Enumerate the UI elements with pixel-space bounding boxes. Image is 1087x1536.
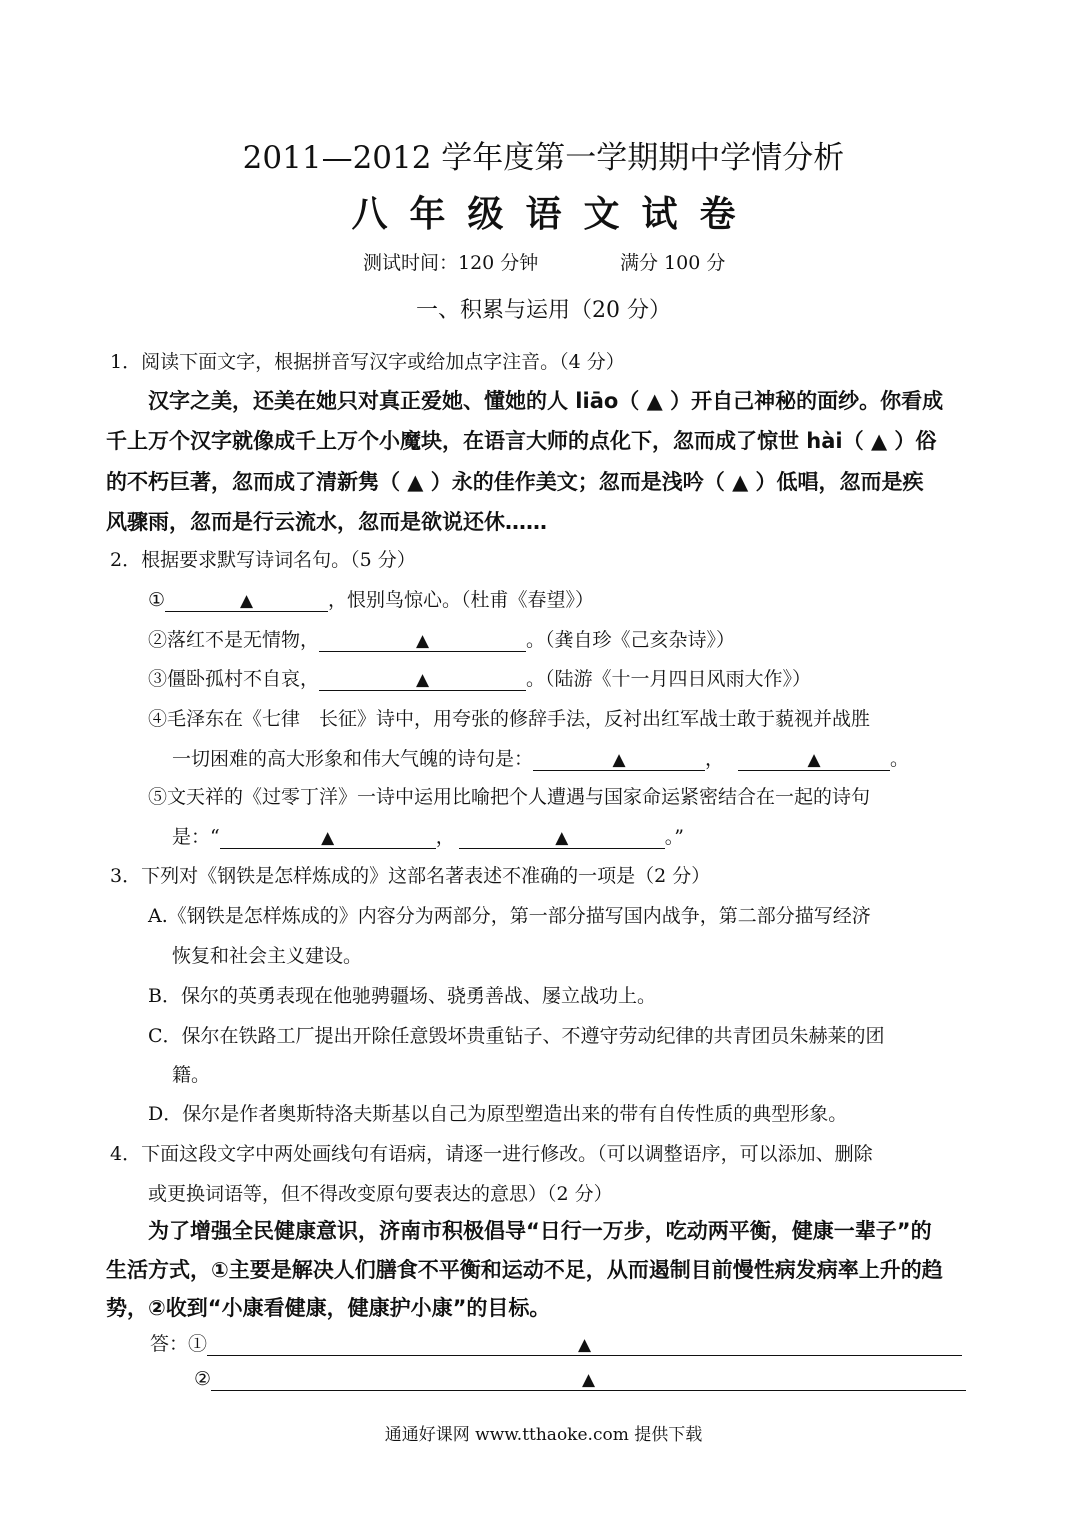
q1-passage-line-1: 汉字之美，还美在她只对真正爱她、懂她的人 liāo（ ▲ ）开自己神秘的面纱。你看成 <box>148 389 944 413</box>
q4-answer-1-line[interactable] <box>207 1333 962 1356</box>
q4-answer-2-line[interactable] <box>211 1368 966 1391</box>
answer-marker: ▲ <box>555 828 569 848</box>
q4-passage-line-1: 为了增强全民健康意识，济南市积极倡导“日行一万步，吃动两平衡，健康一辈子”的 <box>148 1219 932 1243</box>
answer-marker: ▲ <box>807 750 821 770</box>
q2-item-1 <box>148 585 594 612</box>
q1-stem: 1．阅读下面文字，根据拼音写汉字或给加点字注音。（4 分） <box>110 351 625 373</box>
q4-answer-2 <box>194 1368 966 1391</box>
exam-score: 满分 100 分 <box>620 252 726 274</box>
q2-item-4-line-2 <box>172 744 909 771</box>
exam-time: 测试时间：120 分钟 <box>363 252 539 274</box>
q1-passage-line-3: 的不朽巨著，忽而成了清新隽（ ▲ ）永的佳作美文；忽而是浅吟（ ▲ ）低唱，忽而是疾 <box>106 470 924 494</box>
q3-option-a-line-2: 恢复和社会主义建设。 <box>172 945 363 967</box>
q2-item-2 <box>148 625 735 652</box>
q2-item-4-line-1: ④毛泽东在《七律 长征》诗中，用夸张的修辞手法，反衬出红军战士敢于藐视并战胜 <box>148 708 871 730</box>
answer-marker: ▲ <box>415 631 430 651</box>
q2-item-3-blank[interactable] <box>319 668 526 691</box>
q2-item-3 <box>148 664 811 691</box>
q1-passage-line-2: 千上万个汉字就像成千上万个小魔块，在语言大师的点化下，忽而成了惊世 hài（ ▲ ）俗 <box>106 429 937 453</box>
q2-item-2-blank[interactable] <box>319 629 526 652</box>
q2-item-1-text: ，恨别鸟惊心。（杜甫《春望》） <box>328 589 595 611</box>
exam-title: 2011—2012 学年度第一学期期中学情分析 <box>242 140 845 176</box>
q2-item-5-blank-2[interactable] <box>459 826 665 849</box>
q3-stem: 3．下列对《钢铁是怎样炼成的》这部名著表述不准确的一项是（2 分） <box>110 865 711 887</box>
q4-passage-line-3: 势，②收到“小康看健康，健康护小康”的目标。 <box>106 1296 551 1320</box>
q2-item-1-prefix: ① <box>148 589 166 611</box>
q2-item-3-prefix: ③僵卧孤村不自哀， <box>148 668 320 690</box>
q2-item-5-blank-1[interactable] <box>220 826 436 849</box>
q2-item-4-blank-2[interactable] <box>738 748 890 771</box>
q2-stem: 2．根据要求默写诗词名句。（5 分） <box>110 549 416 571</box>
q4-answer-1 <box>150 1329 962 1356</box>
q1-passage-line-4: 风骤雨，忽而是行云流水，忽而是欲说还休…… <box>106 510 547 534</box>
footer-source: 通通好课网 www.tthaoke.com 提供下载 <box>384 1425 703 1445</box>
q2-item-5-line-1: ⑤文天祥的《过零丁洋》一诗中运用比喻把个人遭遇与国家命运紧密结合在一起的诗句 <box>148 786 871 808</box>
section-heading: 一、积累与运用（20 分） <box>416 298 671 323</box>
q3-option-d: D．保尔是作者奥斯特洛夫斯基以自己为原型塑造出来的带有自传性质的典型形象。 <box>148 1103 848 1125</box>
q2-item-5-end: 。” <box>664 826 684 848</box>
q2-item-5-prefix: 是：“ <box>172 826 220 848</box>
q2-item-1-blank[interactable] <box>165 589 328 612</box>
answer-marker: ▲ <box>577 1335 592 1355</box>
q2-item-2-text: 。（龚自珍《己亥杂诗》） <box>526 629 736 651</box>
q2-item-4-blank-1[interactable] <box>533 748 705 771</box>
q2-item-5-separator: ， <box>435 826 455 848</box>
q4-answer-1-label: 答：① <box>150 1333 208 1355</box>
answer-marker: ▲ <box>415 670 430 690</box>
q2-item-4-separator: ， <box>705 748 725 770</box>
answer-marker: ▲ <box>582 1370 596 1390</box>
answer-marker: ▲ <box>321 828 335 848</box>
q2-item-3-text: 。（陆游《十一月四日风雨大作》） <box>526 668 812 690</box>
q2-item-4-prefix: 一切困难的高大形象和伟大气魄的诗句是： <box>172 748 534 770</box>
q4-answer-2-label: ② <box>194 1368 212 1390</box>
q3-option-b: B．保尔的英勇表现在他驰骋疆场、骁勇善战、屡立战功上。 <box>148 985 656 1007</box>
q3-option-c-line-2: 籍。 <box>172 1064 211 1086</box>
q4-stem-line-2: 或更换词语等，但不得改变原句要表达的意思）（2 分） <box>148 1183 613 1205</box>
exam-subtitle: 八年级语文试卷 <box>351 193 758 235</box>
q3-option-c-line-1: C．保尔在铁路工厂提出开除任意毁坏贵重钻子、不遵守劳动纪律的共青团员朱赫莱的团 <box>148 1025 885 1047</box>
q2-item-2-prefix: ②落红不是无情物， <box>148 629 320 651</box>
q2-item-4-end: 。 <box>890 748 910 770</box>
answer-marker: ▲ <box>612 750 626 770</box>
q2-item-5-line-2 <box>172 822 684 849</box>
q3-option-a-line-1: A.《钢铁是怎样炼成的》内容分为两部分，第一部分描写国内战争，第二部分描写经济 <box>148 905 871 927</box>
q4-passage-line-2: 生活方式，①主要是解决人们膳食不平衡和运动不足，从而遏制目前慢性病发病率上升的趋 <box>106 1258 943 1282</box>
answer-marker: ▲ <box>240 591 254 611</box>
q4-stem-line-1: 4．下面这段文字中两处画线句有语病，请逐一进行修改。（可以调整语序，可以添加、删除 <box>110 1143 873 1165</box>
